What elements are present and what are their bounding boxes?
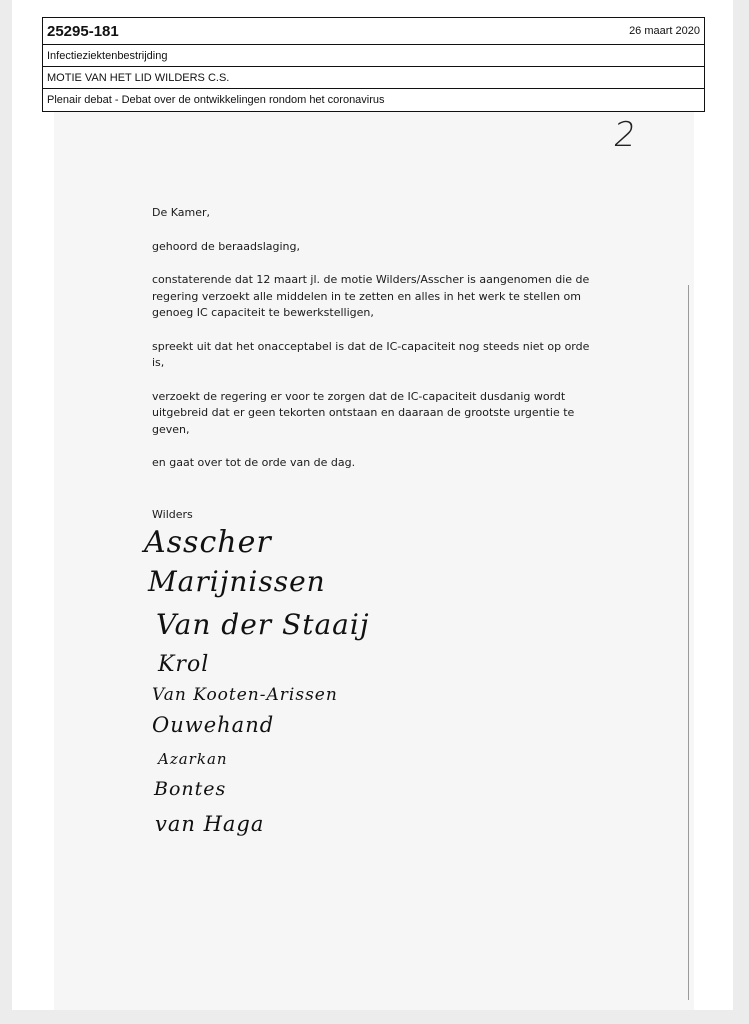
motion-title: MOTIE VAN HET LID WILDERS C.S. xyxy=(47,71,230,84)
heard-clause: gehoord de beraadslaging, xyxy=(152,239,300,253)
motion-body xyxy=(152,205,592,489)
signature-van-kooten-arissen: Van Kooten-Arissen xyxy=(152,685,338,705)
salutation: De Kamer, xyxy=(152,206,210,219)
header-row-number xyxy=(43,18,704,45)
signature-ouwehand: Ouwehand xyxy=(152,713,275,737)
closing-clause: en gaat over tot de orde van de dag. xyxy=(152,456,356,469)
header-row-title xyxy=(43,67,704,89)
states-clause: spreekt uit dat het onacceptabel is dat de IC-capaciteit nog steeds niet op orde is, xyxy=(152,339,590,369)
header-row-subject xyxy=(43,45,704,67)
scan-edge-line xyxy=(688,285,689,1000)
considering-clause: constaterende dat 12 maart jl. de motie Wilders/Asscher is aangenomen die de regering verzoekt alle middelen in te zetten en alles in het werk te stellen om genoeg IC capaciteit te bewerkstelligen, xyxy=(152,273,590,319)
signature-van-der-staaij: Van der Staaij xyxy=(156,608,370,641)
signature-van-haga: van Haga xyxy=(155,812,265,836)
document-number: 25295-181 xyxy=(47,22,119,40)
signature-marijnissen: Marijnissen xyxy=(148,565,326,598)
signature-azarkan: Azarkan xyxy=(158,750,228,768)
signature-asscher: Asscher xyxy=(144,525,272,560)
document-date: 26 maart 2020 xyxy=(629,25,700,37)
submitter-name: Wilders xyxy=(152,508,193,521)
requests-clause: verzoekt de regering er voor te zorgen dat de IC-capaciteit dusdanig wordt uitgebreid dat er geen tekorten ontstaan en daaraan de grootste urgentie te geven, xyxy=(152,389,575,436)
handwritten-page-number: 2 xyxy=(611,115,639,155)
signature-krol: Krol xyxy=(158,652,210,677)
subject: Infectieziektenbestrijding xyxy=(47,49,168,62)
header-row-debate xyxy=(43,89,704,111)
debate-title: Plenair debat - Debat over de ontwikkelingen rondom het coronavirus xyxy=(47,94,385,106)
signature-bontes: Bontes xyxy=(154,778,227,800)
motion-header xyxy=(42,17,705,112)
